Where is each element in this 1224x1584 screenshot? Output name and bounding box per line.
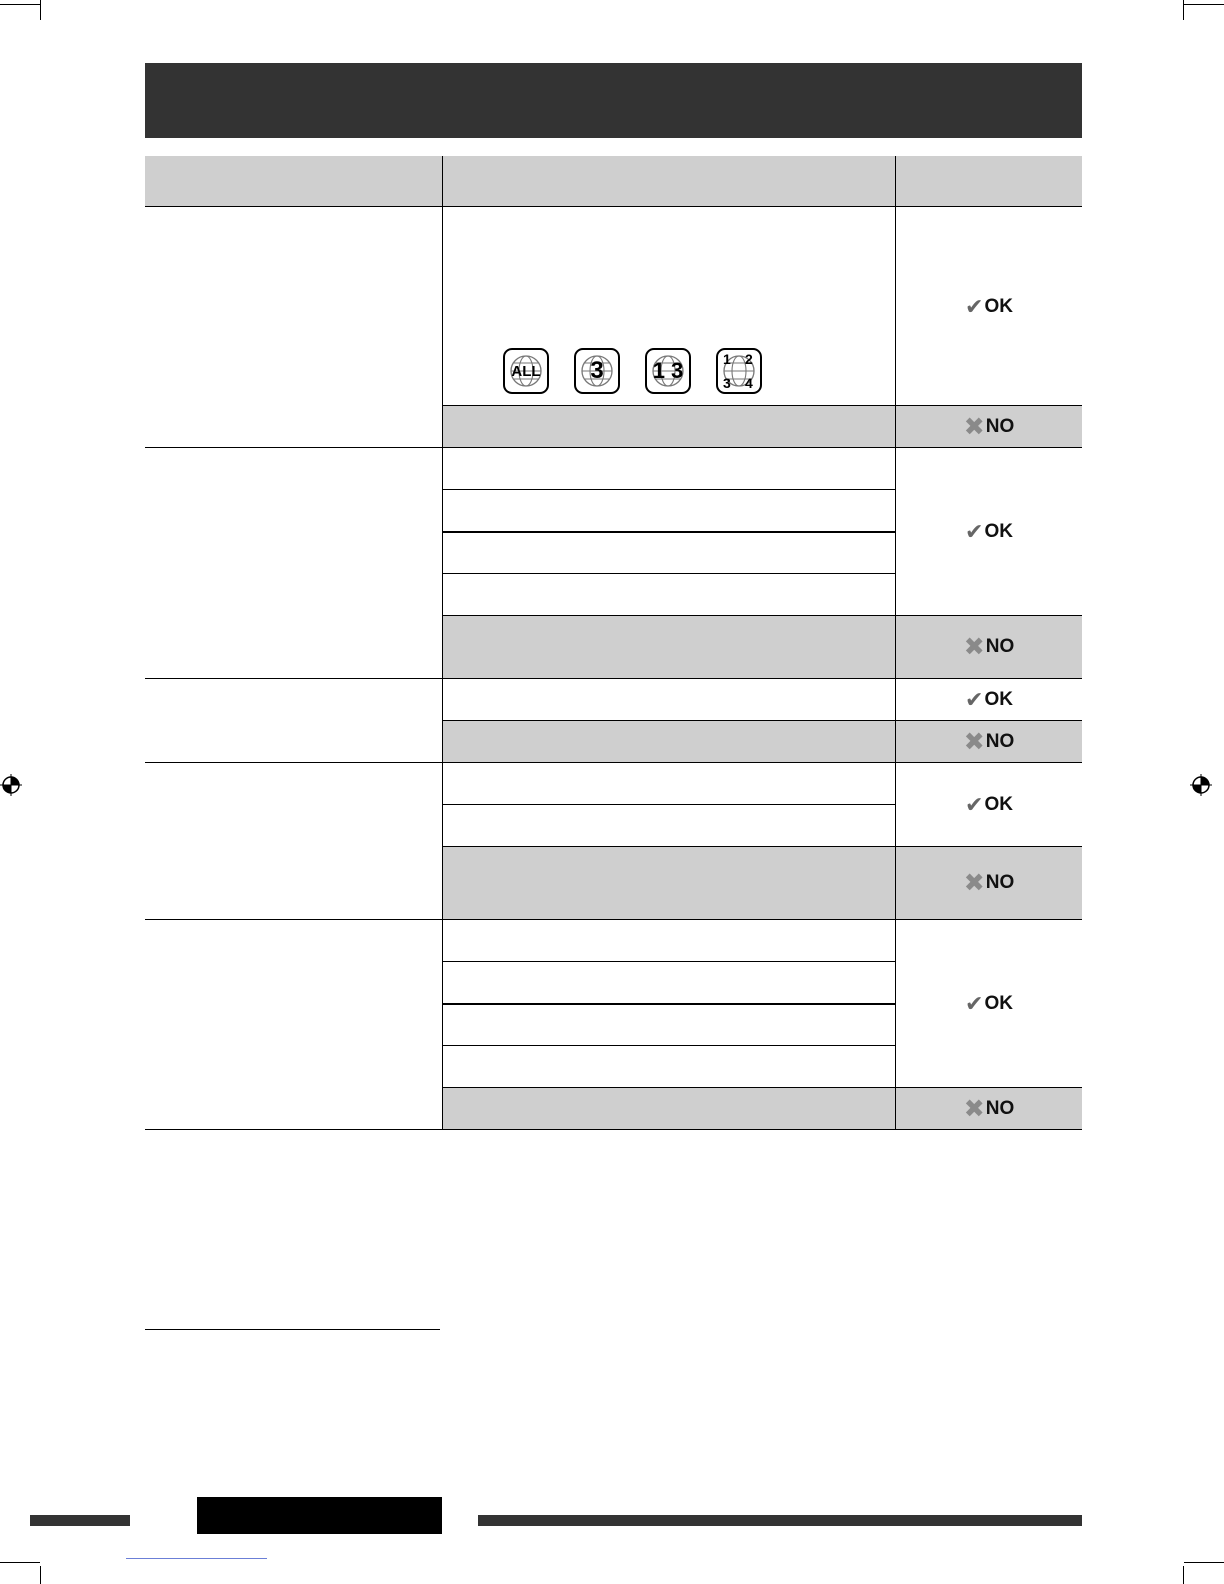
check-icon: ✔ [965, 990, 984, 1016]
no-mark: ✖ NO [963, 869, 1015, 897]
check-icon: ✔ [965, 791, 984, 817]
table-sub-rule [443, 1045, 895, 1046]
crop-mark [1184, 4, 1224, 5]
check-icon: ✔ [965, 518, 984, 544]
check-icon: ✔ [965, 294, 984, 319]
registration-mark-left [0, 774, 22, 796]
crop-mark [40, 1566, 41, 1584]
table-sub-rule [443, 573, 895, 574]
table-rule [145, 1129, 1082, 1130]
footer-page-tab [197, 1497, 442, 1534]
crop-mark [1184, 1562, 1224, 1563]
region-all-icon: ALL [503, 348, 549, 394]
cross-icon: ✖ [963, 412, 985, 441]
footer-blue-rule [126, 1558, 267, 1559]
no-mark: ✖ NO [963, 727, 1015, 756]
page-title-band [145, 63, 1082, 138]
table-sub-rule [443, 531, 895, 533]
no-mark: ✖ NO [963, 1094, 1015, 1123]
cross-icon: ✖ [963, 869, 985, 897]
ok-mark: ✔ OK [965, 294, 1013, 319]
ok-mark: ✔ OK [965, 791, 1013, 817]
cross-icon: ✖ [963, 1094, 985, 1123]
table-column-divider [442, 156, 443, 1130]
cross-icon: ✖ [963, 727, 985, 756]
crop-mark [40, 0, 41, 20]
cross-icon: ✖ [963, 633, 985, 661]
registration-mark-right [1190, 774, 1212, 796]
crop-mark [1183, 1566, 1184, 1584]
ok-mark: ✔ OK [965, 518, 1013, 544]
region-1234-icon: 1 2 3 4 [716, 348, 762, 394]
table-sub-rule [443, 961, 895, 962]
no-mark: ✖ NO [963, 412, 1015, 441]
crop-mark [1183, 0, 1184, 20]
table-sub-rule [443, 804, 895, 805]
table-rule [145, 206, 1082, 207]
table-sub-rule [443, 1003, 895, 1005]
crop-mark [0, 4, 40, 5]
region-code-icons [503, 348, 765, 398]
footnote-rule [145, 1329, 440, 1330]
ok-mark: ✔ OK [965, 990, 1013, 1016]
check-icon: ✔ [965, 686, 984, 712]
table-header-row [145, 156, 1082, 206]
footer-bar-left [30, 1515, 130, 1526]
no-mark: ✖ NO [963, 633, 1015, 661]
table-sub-rule [443, 489, 895, 490]
region-1-3-icon: 1 3 [645, 348, 691, 394]
footer-bar-right [478, 1515, 1082, 1526]
ok-mark: ✔ OK [965, 686, 1013, 712]
region-3-icon: 3 [574, 348, 620, 394]
crop-mark [0, 1562, 40, 1563]
